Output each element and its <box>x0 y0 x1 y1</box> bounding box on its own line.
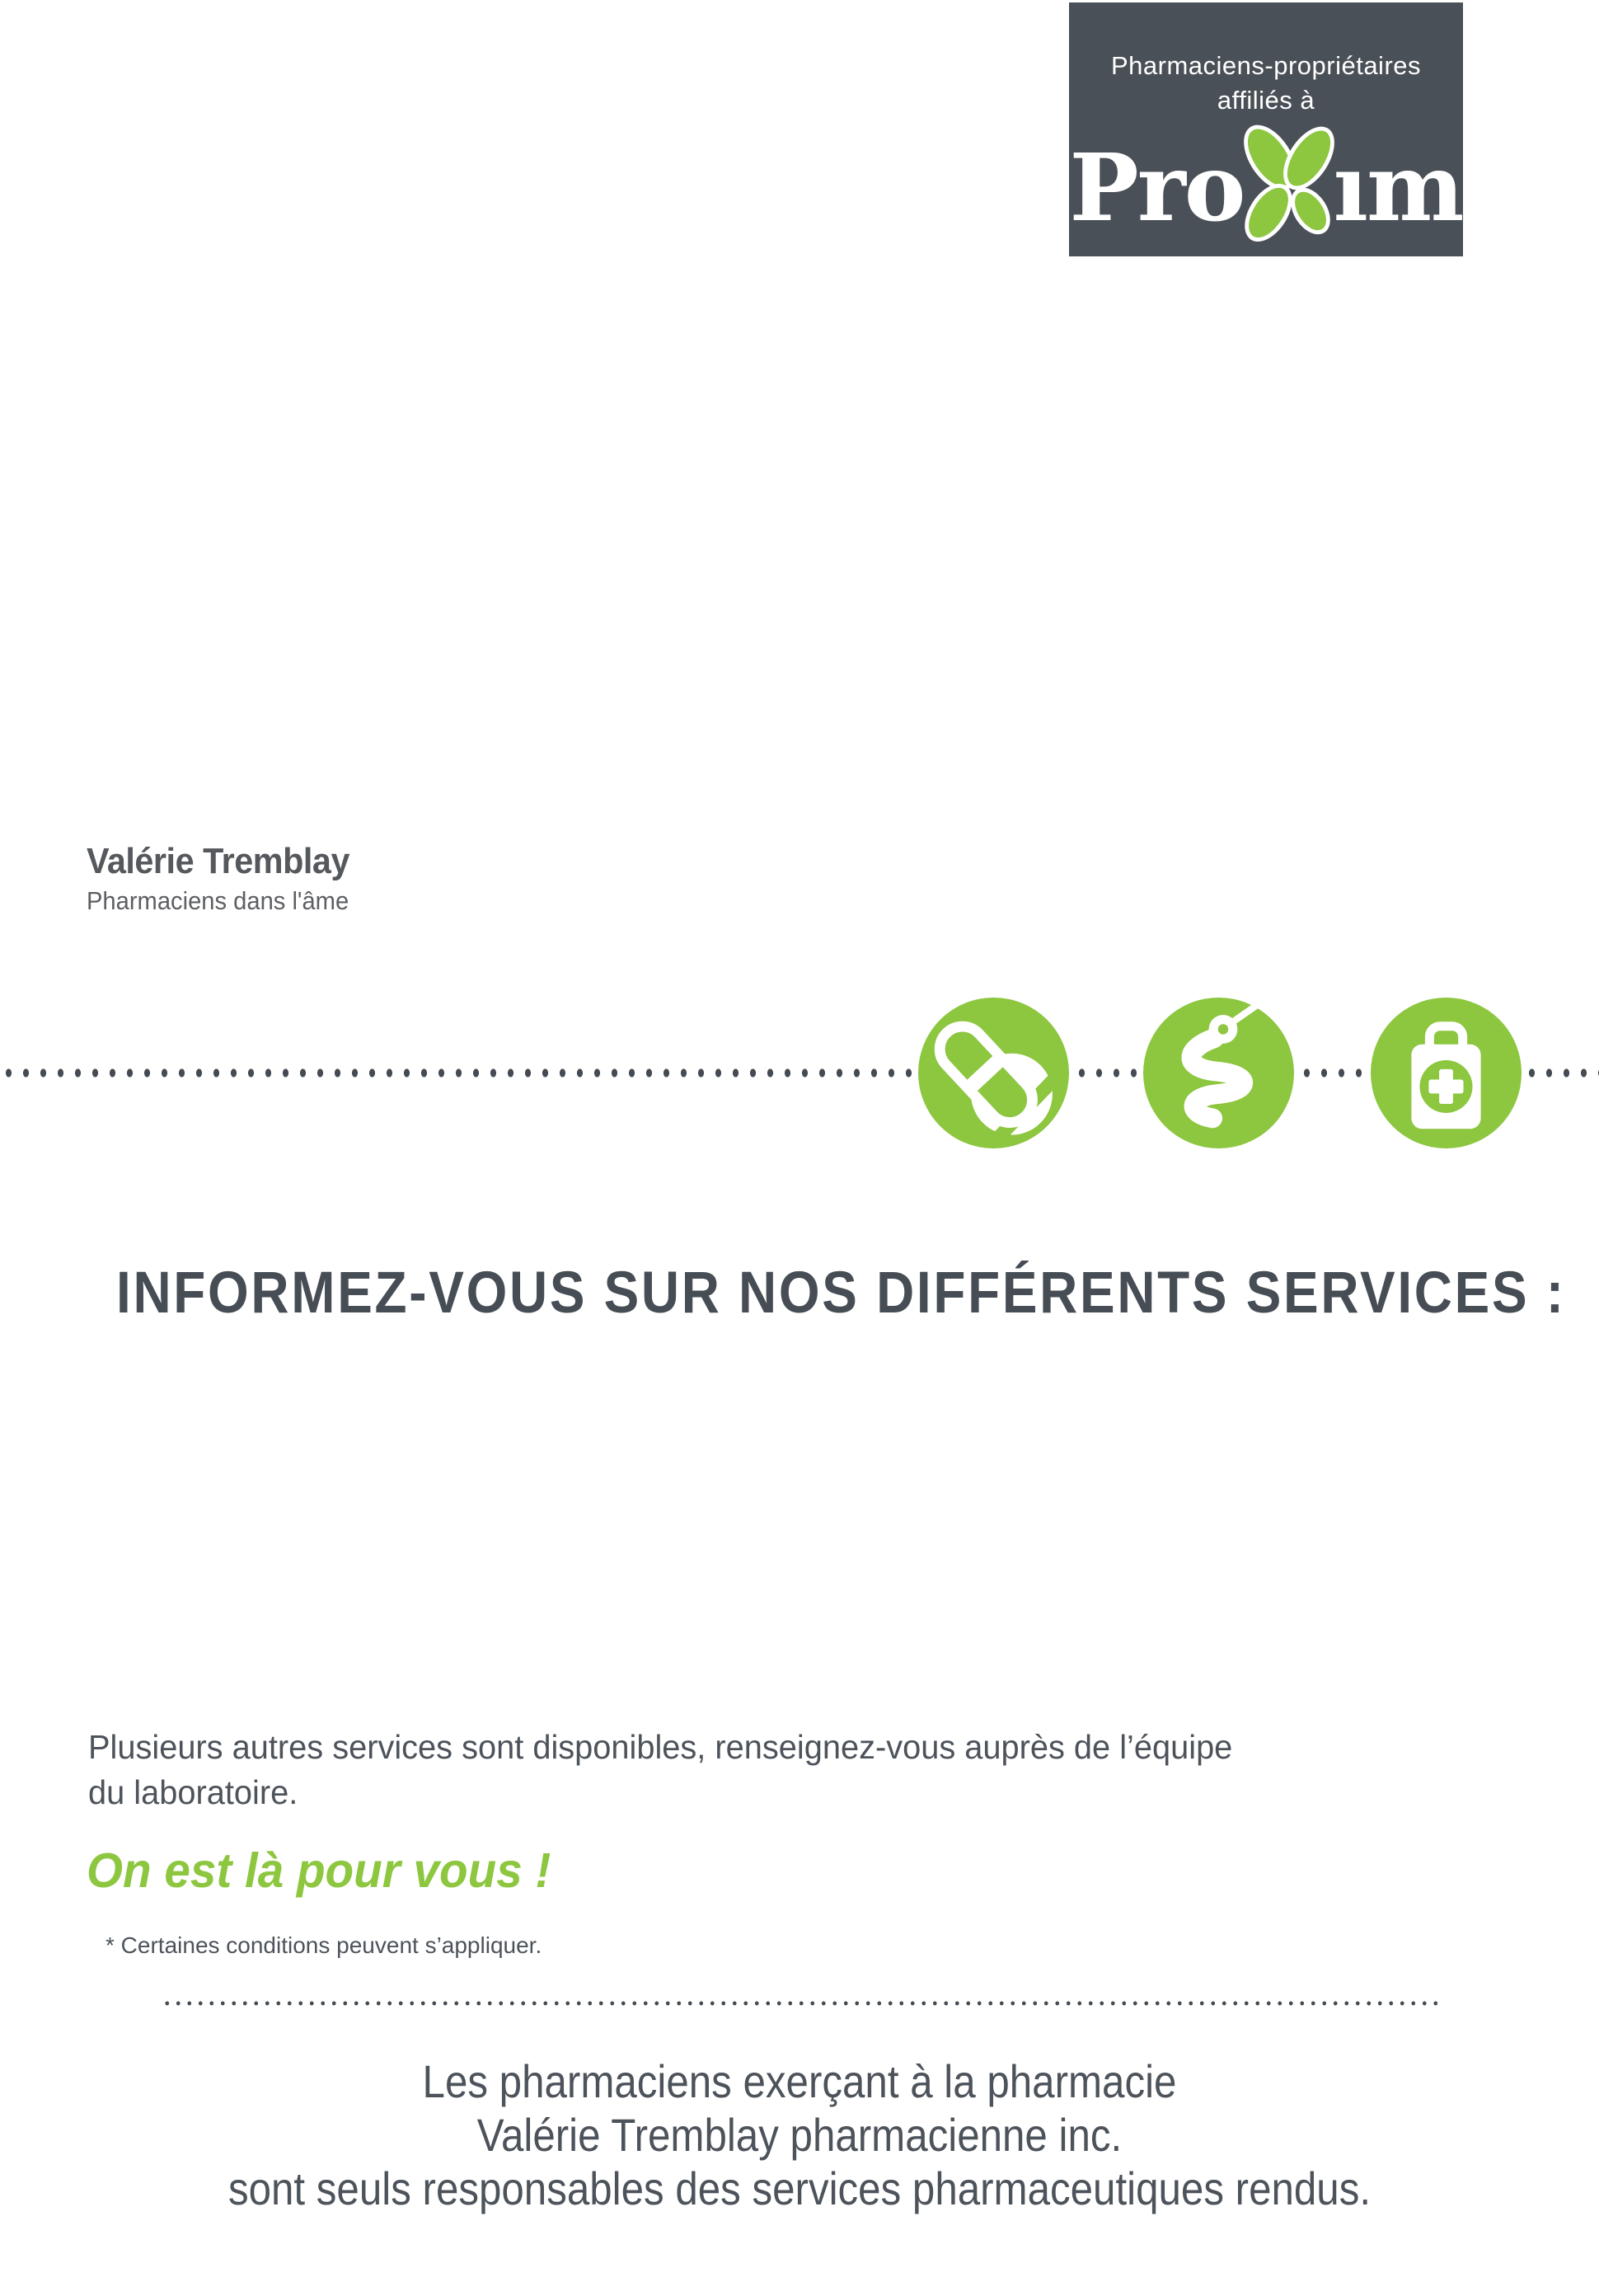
capsule-icon <box>918 998 1069 1148</box>
owner-name: Valérie Tremblay <box>87 841 349 881</box>
proxim-logo-text-post: ım <box>1333 134 1463 242</box>
affiliation-text <box>1069 49 1463 118</box>
first-aid-kit-icon <box>1371 998 1522 1148</box>
proxim-logo <box>1069 123 1463 255</box>
affiliation-line2: affiliés à <box>1217 86 1315 115</box>
slogan-text: On est là pour vous ! <box>87 1843 551 1898</box>
legal-footer-line2: Valérie Tremblay pharmacienne inc. <box>476 2109 1123 2161</box>
legal-footer <box>96 2054 1503 2215</box>
services-paragraph <box>88 1725 1232 1815</box>
proxim-brand-box <box>1069 2 1463 256</box>
proxim-leaf-x-icon <box>1240 122 1338 247</box>
conditions-disclaimer: * Certaines conditions peuvent s’appliquer. <box>106 1932 542 1958</box>
legal-footer-line1: Les pharmaciens exerçant à la pharmacie <box>422 2055 1177 2107</box>
services-paragraph-line1: Plusieurs autres services sont disponibles, renseignez-vous auprès de l’équipe <box>88 1728 1233 1766</box>
proxim-logo-text-pre: Pro <box>1069 134 1245 242</box>
dotted-divider-icons-row <box>0 1068 1599 1078</box>
dotted-divider-footer <box>162 1999 1441 2007</box>
affiliation-line1: Pharmaciens-propriétaires <box>1110 51 1422 80</box>
legal-footer-line3: sont seuls responsables des services pharmaceutiques rendus. <box>227 2162 1372 2214</box>
snake-icon <box>1143 998 1294 1148</box>
services-paragraph-line2: du laboratoire. <box>88 1773 298 1811</box>
services-heading: INFORMEZ-VOUS SUR NOS DIFFÉRENTS SERVICES : <box>116 1261 1566 1326</box>
owner-block <box>87 841 366 916</box>
leaf-lower-left <box>1241 181 1297 245</box>
owner-tagline: Pharmaciens dans l'âme <box>87 886 349 915</box>
leaf-lower-right <box>1289 186 1333 236</box>
